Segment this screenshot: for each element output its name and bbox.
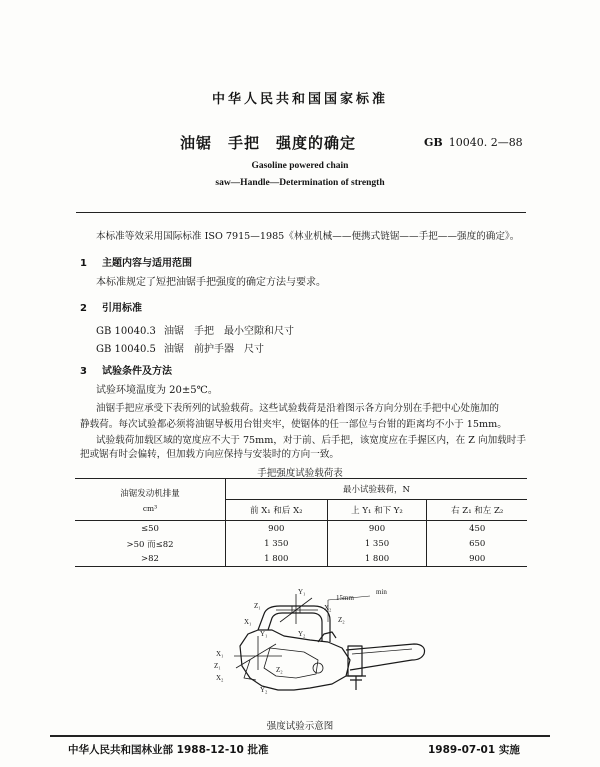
section-3-title: 试验条件及方法 (102, 366, 172, 377)
load-table (75, 478, 527, 567)
section-1-number: 1 (80, 258, 87, 269)
guide-bar-inner (352, 649, 412, 654)
header-divider (76, 212, 526, 213)
document-title: 油锯 手把 强度的确定 (180, 134, 357, 152)
table-cell-x: 900 (226, 521, 328, 537)
section-2-heading (80, 299, 142, 314)
label-dimension-min: min (376, 588, 387, 596)
english-title-line1: Gasoline powered chain (251, 161, 349, 171)
label-x1-left: X₁ (216, 650, 224, 658)
table-subheader-x: 前 X₁ 和后 X₂ (226, 500, 328, 521)
section-3-heading (80, 362, 172, 377)
label-z2-mid: Z₂ (338, 616, 345, 624)
table-cell-x: 1 800 (226, 551, 328, 567)
table-cell-x: 1 350 (226, 536, 328, 551)
section-2-title: 引用标准 (102, 303, 142, 314)
section-3-paragraph: 把或锯有时会偏转，但加载方向应保持与安装时的方向一致。 (80, 449, 340, 460)
table-subheader-y: 上 Y₁ 和下 Y₂ (327, 500, 427, 521)
label-z2-low: Z₂ (276, 666, 283, 674)
label-y2-low: Y₂ (260, 686, 268, 694)
label-y2: Y₂ (298, 630, 306, 638)
footer-divider (50, 735, 550, 737)
table-cell-displacement: >50 而≤82 (126, 539, 174, 550)
table-row (75, 551, 527, 567)
section-3-paragraph: 试验环境温度为 20±5℃。 (96, 385, 218, 396)
table-cell-displacement: >82 (75, 551, 226, 567)
section-3-paragraph: 试验载荷加载区域的宽度应不大于 75mm，对于前、后手把，该宽度应在手握区内，在 Z 向加载时手 (96, 435, 526, 446)
label-dimension-value: 15mm (336, 594, 354, 602)
vise-base (346, 676, 366, 690)
reference-name: 油锯 手把 最小空隙和尺寸 (164, 326, 294, 337)
table-cell-y: 1 800 (327, 551, 427, 567)
table-cell-y: 1 350 (327, 536, 427, 551)
section-1-heading (80, 254, 192, 269)
footer-effective-date: 1989-07-01 实施 (428, 744, 520, 756)
label-z1-top: Z₁ (254, 602, 261, 610)
table-header-displacement-label: 油锯发动机排量 (120, 488, 180, 499)
guide-bar-outline (346, 644, 425, 670)
label-y1-low: Y₁ (260, 630, 268, 638)
section-1-paragraph: 本标准规定了短把油锯手把强度的确定方法与要求。 (96, 277, 326, 288)
section-1-title: 主题内容与适用范围 (102, 258, 192, 269)
reference-item (96, 340, 264, 355)
label-z1-left: Z₁ (214, 662, 221, 670)
standard-prefix: GB (424, 136, 443, 149)
table-cell-z: 900 (427, 551, 527, 567)
table-cell-y: 900 (327, 521, 427, 537)
reference-code: GB 10040.3 (96, 326, 156, 337)
front-guard (318, 632, 336, 642)
table-row (75, 536, 527, 551)
table-row (75, 521, 527, 537)
table-subheader-z: 右 Z₁ 和左 Z₂ (427, 500, 527, 521)
strength-test-figure (200, 586, 440, 706)
figure-caption: 强度试验示意图 (266, 721, 334, 732)
table-cell-displacement: ≤50 (141, 523, 159, 534)
section-3-paragraph: 静载荷。每次试验都必须将油锯导板用台钳夹牢，使锯体的任一部位与台钳的距离均不小于 15mm。 (80, 419, 507, 430)
table-cell-z: 650 (427, 536, 527, 551)
table-caption: 手把强度试验载荷表 (257, 468, 343, 479)
section-3-paragraph: 油锯手把应承受下表所列的试验载荷。这些试验载荷是沿着图示各方向分别在手把中心处施加的 (96, 403, 499, 414)
table-group-header: 最小试验载荷，N (226, 479, 528, 500)
table-header-displacement (75, 479, 226, 521)
table-cell-z: 450 (427, 521, 527, 537)
standard-header-title: 中华人民共和国国家标准 (211, 92, 388, 107)
standard-number (424, 136, 523, 149)
label-x2-top: X₂ (324, 604, 332, 612)
reference-name: 油锯 前护手器 尺寸 (164, 344, 264, 355)
standard-code: 10040. 2—88 (448, 136, 523, 149)
label-x1-mid: X₁ (244, 618, 252, 626)
reference-code: GB 10040.5 (96, 344, 156, 355)
footer-issuer: 中华人民共和国林业部 1988-12-10 批准 (68, 744, 269, 756)
intro-paragraph: 本标准等效采用国际标准 ISO 7915—1985《林业机械——便携式链锯——手把——强度的确定》。 (96, 231, 520, 242)
sprocket (313, 663, 323, 673)
reference-item (96, 322, 294, 337)
english-title-line2: saw—Handle—Determination of strength (215, 178, 385, 188)
table-header-displacement-unit: cm³ (142, 503, 158, 513)
engine-cover (264, 648, 318, 678)
label-x2-left: X₂ (216, 674, 224, 682)
label-y1-top: Y₁ (298, 588, 306, 596)
section-2-number: 2 (80, 303, 87, 314)
section-3-number: 3 (80, 366, 87, 377)
saw-body-outline (240, 630, 350, 690)
